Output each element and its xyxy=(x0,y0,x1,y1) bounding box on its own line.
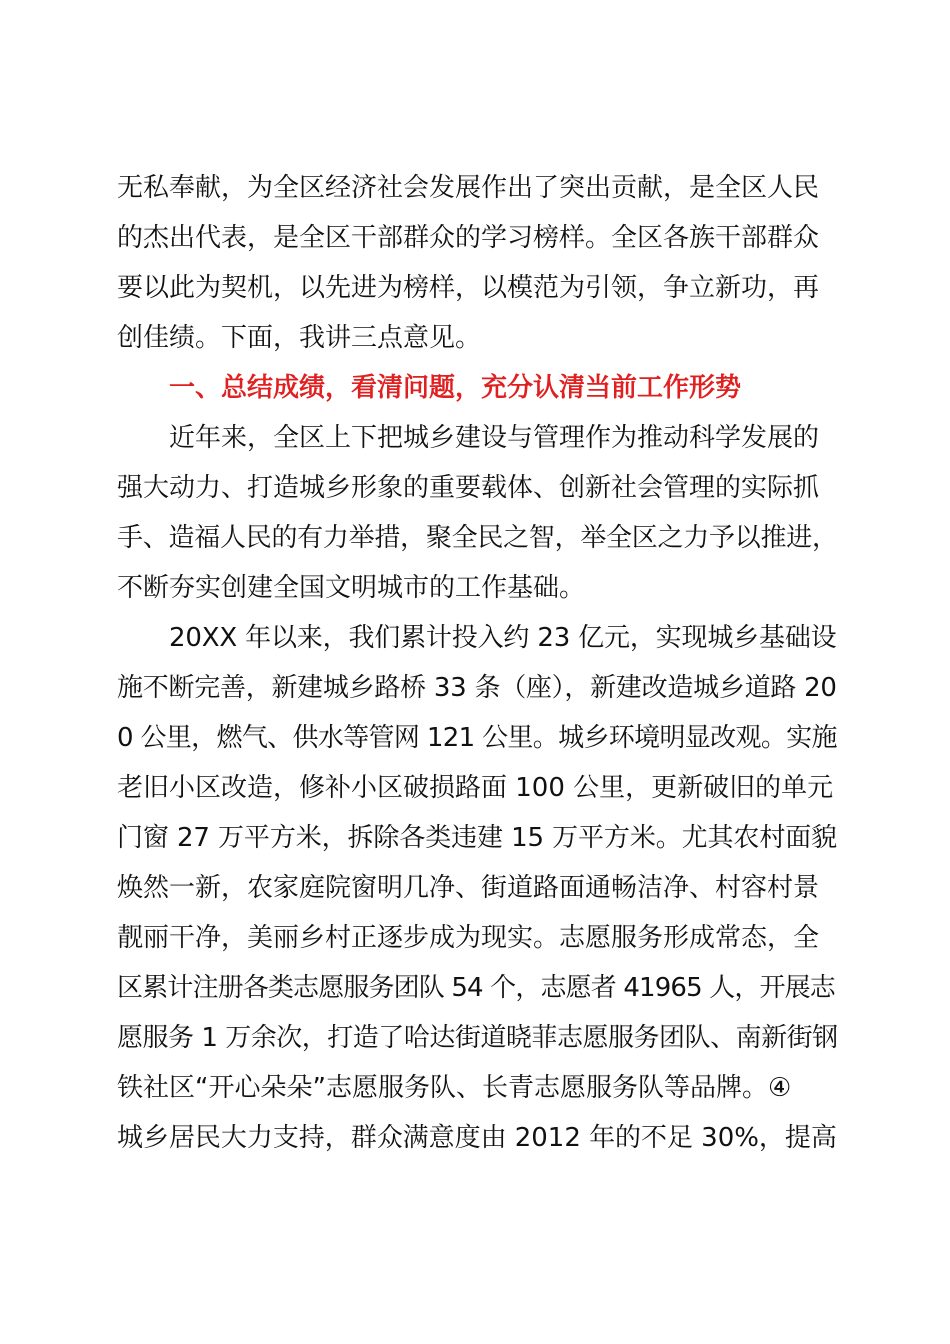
paragraph-line: 无私奉献，为全区经济社会发展作出了突出贡献，是全区人民 xyxy=(117,173,820,203)
paragraph-line: 愿服务 1 万余次，打造了哈达街道晓菲志愿服务团队、南新街钢 xyxy=(117,1023,838,1053)
document-body xyxy=(117,163,837,1163)
paragraph-line: 20XX 年以来，我们累计投入约 23 亿元，实现城乡基础设 xyxy=(169,623,837,653)
paragraph-line: 铁社区“开心朵朵”志愿服务队、长青志愿服务队等品牌。④ xyxy=(117,1073,792,1103)
paragraph-line: 近年来，全区上下把城乡建设与管理作为推动科学发展的 xyxy=(169,423,820,453)
paragraph-line: 要以此为契机，以先进为榜样，以模范为引领，争立新功，再 xyxy=(117,273,820,303)
paragraph-line: 门窗 27 万平方米，拆除各类违建 15 万平方米。尤其农村面貌 xyxy=(117,823,838,853)
paragraph-line: 强大动力、打造城乡形象的重要载体、创新社会管理的实际抓 xyxy=(117,473,820,503)
paragraph-line: 老旧小区改造，修补小区破损路面 100 公里，更新破旧的单元 xyxy=(117,773,834,803)
section-heading: 一、总结成绩，看清问题，充分认清当前工作形势 xyxy=(169,373,742,403)
paragraph-line: 施不断完善，新建城乡路桥 33 条（座），新建改造城乡道路 20 xyxy=(117,673,837,703)
paragraph-line: 靓丽干净，美丽乡村正逐步成为现实。志愿服务形成常态，全 xyxy=(117,923,820,953)
paragraph-line: 城乡居民大力支持，群众满意度由 2012 年的不足 30%，提高 xyxy=(117,1123,837,1153)
paragraph-line: 创佳绩。下面，我讲三点意见。 xyxy=(117,323,482,353)
paragraph-line: 的杰出代表，是全区干部群众的学习榜样。全区各族干部群众 xyxy=(117,223,820,253)
paragraph-line: 0 公里，燃气、供水等管网 121 公里。城乡环境明显改观。实施 xyxy=(117,723,837,753)
paragraph-line: 焕然一新，农家庭院窗明几净、街道路面通畅洁净、村容村景 xyxy=(117,873,820,903)
paragraph-line: 区累计注册各类志愿服务团队 54 个，志愿者 41965 人，开展志 xyxy=(117,973,835,1003)
paragraph-line: 手、造福人民的有力举措，聚全民之智，举全区之力予以推进， xyxy=(117,523,838,553)
paragraph-line: 不断夯实创建全国文明城市的工作基础。 xyxy=(117,573,586,603)
